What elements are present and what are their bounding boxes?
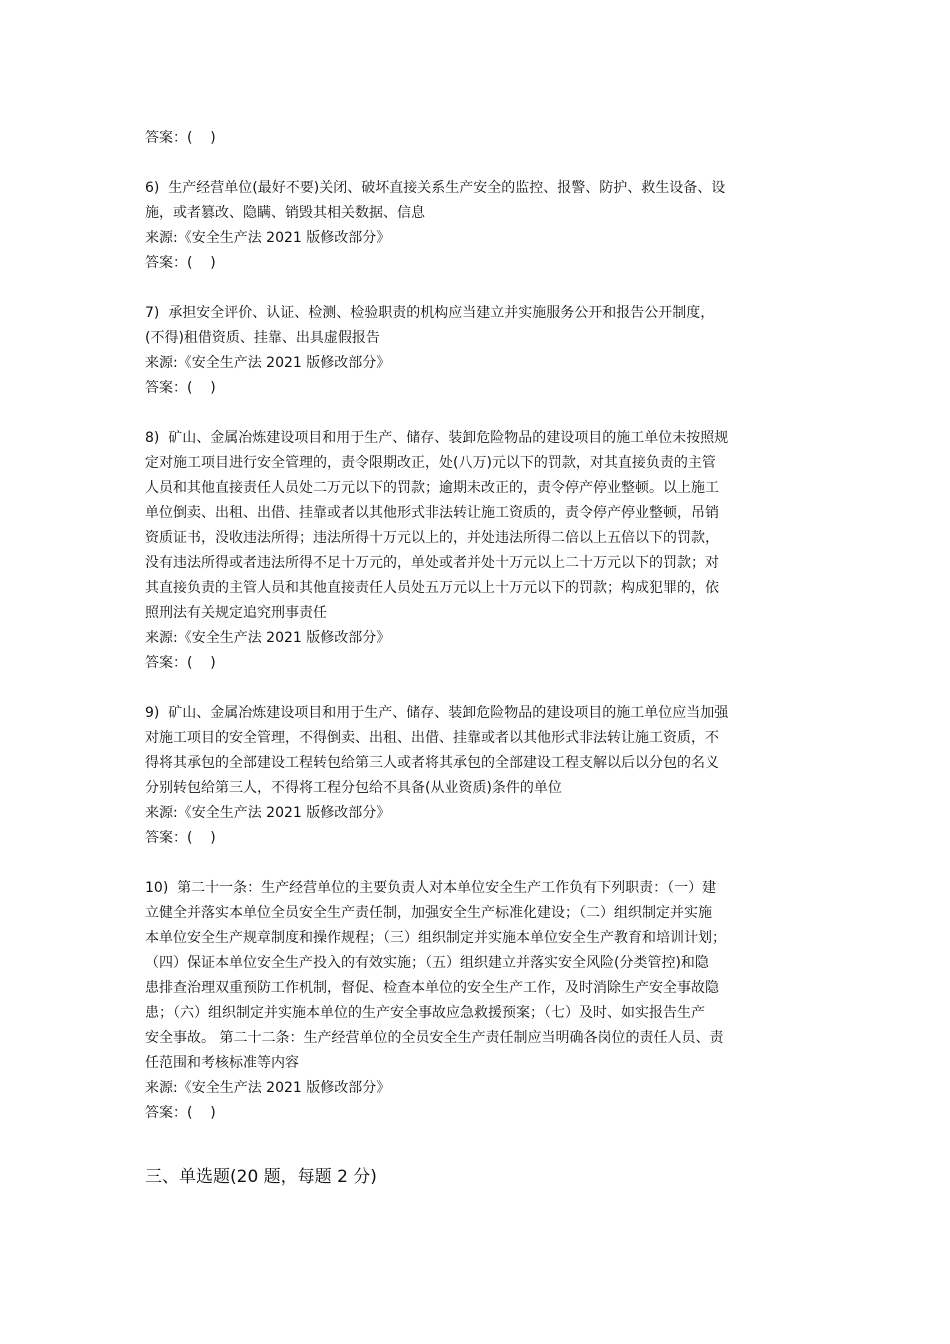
question-text: 资质证书，没收违法所得；违法所得十万元以上的，并处违法所得二倍以上五倍以下的罚款， [145, 530, 719, 546]
source-line: 来源:《安全生产法 2021 版修改部分》 [145, 230, 391, 246]
question-9 [145, 701, 825, 851]
question-10 [145, 876, 825, 1126]
question-text: 7) 承担安全评价、认证、检测、检验职责的机构应当建立并实施服务公开和报告公开制度， [145, 305, 715, 321]
question-text: 对施工项目的安全管理，不得倒卖、出租、出借、挂靠或者以其他形式非法转让施工资质，不 [145, 730, 719, 746]
question-6 [145, 176, 825, 276]
source-line: 来源:《安全生产法 2021 版修改部分》 [145, 355, 391, 371]
question-text: 任范围和考核标准等内容 [145, 1055, 299, 1071]
question-7 [145, 301, 825, 401]
question-text: 患排查治理双重预防工作机制，督促、检查本单位的安全生产工作，及时消除生产安全事故隐 [145, 980, 719, 996]
answer-line: 答案：( ) [145, 1105, 216, 1121]
question-text: 施，或者篡改、隐瞒、销毁其相关数据、信息 [145, 205, 425, 221]
source-line: 来源:《安全生产法 2021 版修改部分》 [145, 805, 391, 821]
question-text: 分别转包给第三人，不得将工程分包给不具备(从业资质)条件的单位 [145, 780, 562, 796]
question-text: 8) 矿山、金属冶炼建设项目和用于生产、储存、装卸危险物品的建设项目的施工单位未按照规 [145, 430, 729, 446]
question-text: 单位倒卖、出租、出借、挂靠或者以其他形式非法转让施工资质的，责令停产停业整顿，吊销 [145, 505, 719, 521]
document-page [145, 126, 825, 1191]
question-text: 9) 矿山、金属冶炼建设项目和用于生产、储存、装卸危险物品的建设项目的施工单位应当加强 [145, 705, 729, 721]
answer-line: 答案：( ) [145, 130, 216, 146]
question-8 [145, 426, 825, 676]
source-line: 来源:《安全生产法 2021 版修改部分》 [145, 630, 391, 646]
answer-line: 答案：( ) [145, 655, 216, 671]
question-text: 6) 生产经营单位(最好不要)关闭、破坏直接关系生产安全的监控、报警、防护、救生设备、设 [145, 180, 726, 196]
question-text: 没有违法所得或者违法所得不足十万元的，单处或者并处十万元以上二十万元以下的罚款；对 [145, 555, 719, 571]
question-text: 本单位安全生产规章制度和操作规程；（三）组织制定并实施本单位安全生产教育和培训计划； [145, 930, 726, 946]
question-text: 定对施工项目进行安全管理的，责令限期改正，处(八万)元以下的罚款，对其直接负责的主管 [145, 455, 716, 471]
question-text: 照刑法有关规定追究刑事责任 [145, 605, 327, 621]
question-text: 安全事故。 第二十二条：生产经营单位的全员安全生产责任制应当明确各岗位的责任人员、责 [145, 1030, 724, 1046]
question-text: （四）保证本单位安全生产投入的有效实施；（五）组织建立并落实安全风险(分类管控)和隐 [145, 955, 709, 971]
question-text: 人员和其他直接责任人员处二万元以下的罚款；逾期未改正的，责令停产停业整顿。以上施工 [145, 480, 719, 496]
source-line: 来源:《安全生产法 2021 版修改部分》 [145, 1080, 391, 1096]
answer-line: 答案：( ) [145, 380, 216, 396]
question-text: 其直接负责的主管人员和其他直接责任人员处五万元以上十万元以下的罚款；构成犯罪的，依 [145, 580, 719, 596]
answer-line: 答案：( ) [145, 255, 216, 271]
question-text: (不得)租借资质、挂靠、出具虚假报告 [145, 330, 380, 346]
question-text: 得将其承包的全部建设工程转包给第三人或者将其承包的全部建设工程支解以后以分包的名义 [145, 755, 719, 771]
question-text: 立健全并落实本单位全员安全生产责任制，加强安全生产标准化建设；（二）组织制定并实施 [145, 905, 712, 921]
question-text: 10) 第二十一条：生产经营单位的主要负责人对本单位安全生产工作负有下列职责：（一）建 [145, 880, 717, 896]
section-heading: 三、单选题(20 题，每题 2 分) [145, 1167, 377, 1187]
question-text: 患；（六）组织制定并实施本单位的生产安全事故应急救援预案；（七）及时、如实报告生产 [145, 1005, 705, 1021]
answer-line: 答案：( ) [145, 830, 216, 846]
